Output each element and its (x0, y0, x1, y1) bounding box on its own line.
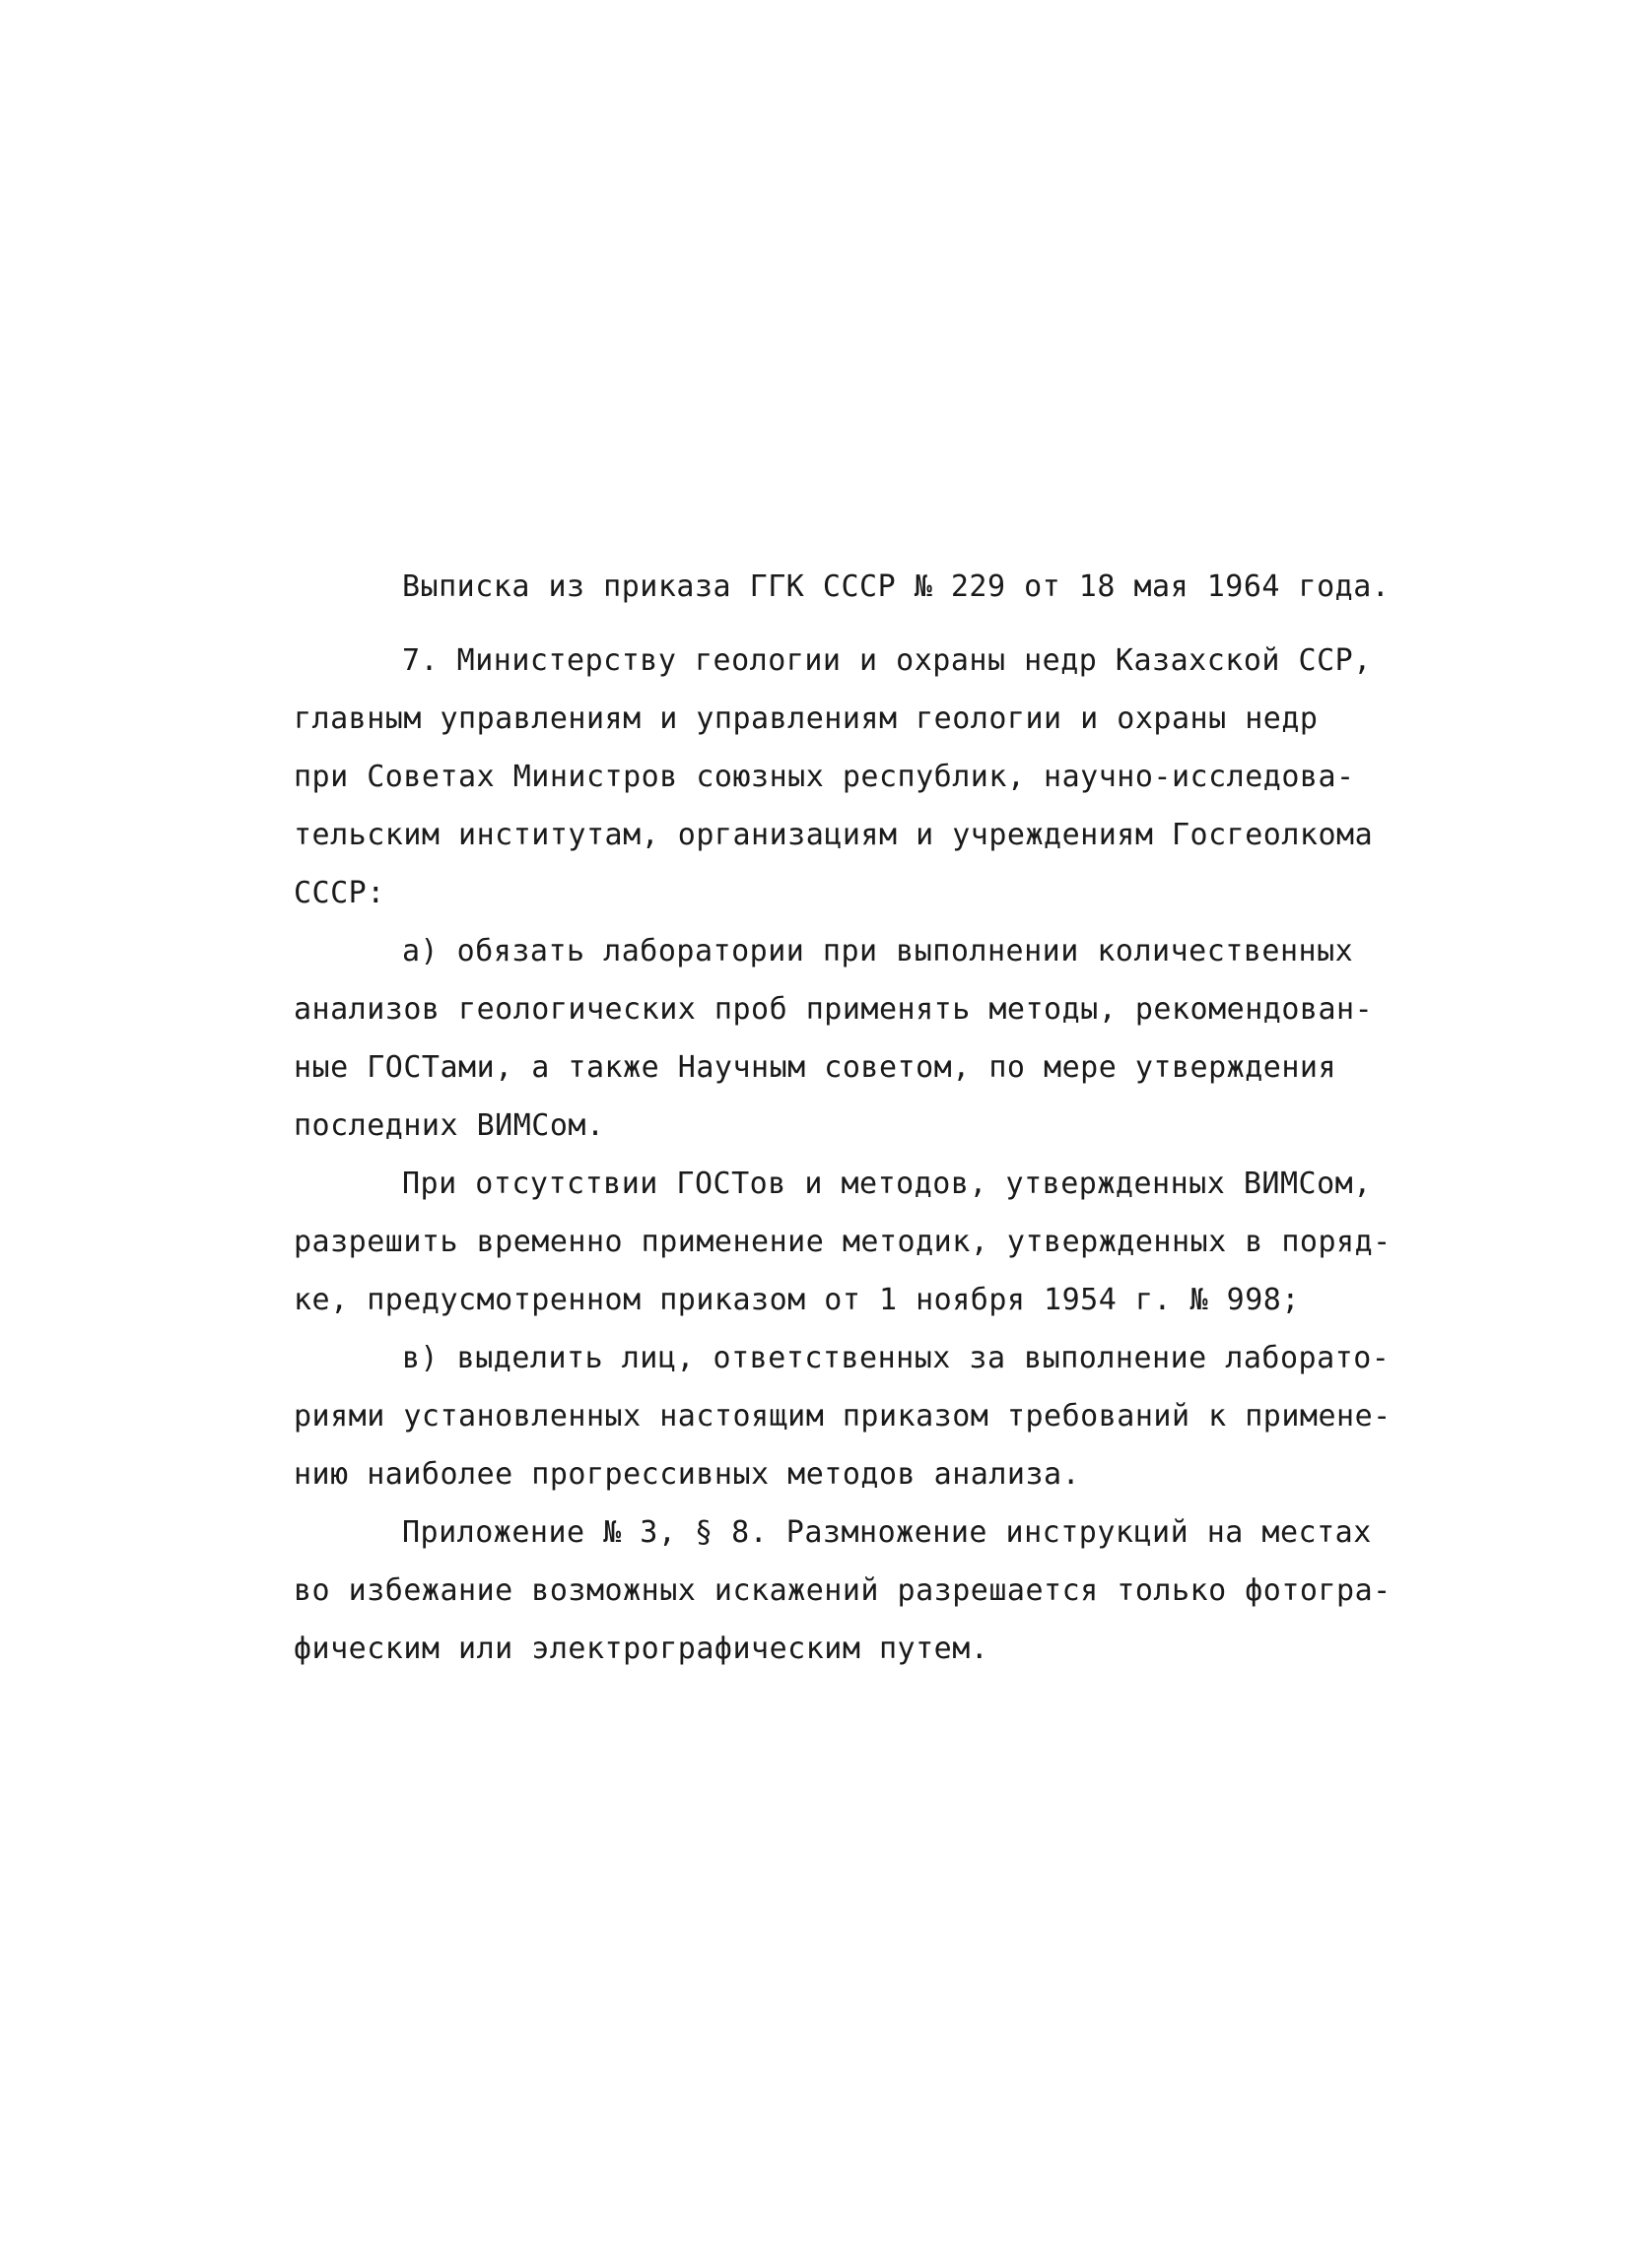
paragraph-7-line: главным управлениям и управлениям геологии и охраны недр (294, 701, 1319, 736)
paragraph-7-line: 7. Министерству геологии и охраны недр Казахской ССР, (402, 643, 1372, 678)
item-a-line: а) обязать лаборатории при выполнении количественных (402, 934, 1354, 968)
appendix-line: во избежание возможных искажений разрешается только фотогра- (294, 1573, 1392, 1608)
appendix-line: Приложение № 3, § 8. Размножение инструкций на местах (402, 1515, 1372, 1550)
item-a-line: последних ВИМСом. (294, 1108, 605, 1143)
item-v-line: в) выделить лиц, ответственных за выполнение лаборато- (402, 1341, 1391, 1375)
absence-clause-line: разрешить временно применение методик, утвержденных в поряд- (294, 1225, 1392, 1259)
item-v-line: риями установленных настоящим приказом требований к примене- (294, 1399, 1392, 1434)
paragraph-7-line: СССР: (294, 876, 385, 910)
appendix-line: фическим или электрографическим путем. (294, 1632, 989, 1666)
item-a-line: ные ГОСТами, а также Научным советом, по мере утверждения (294, 1050, 1337, 1085)
document-heading: Выписка из приказа ГГК СССР № 229 от 18 мая 1964 года. (402, 569, 1391, 604)
absence-clause-line: ке, предусмотренном приказом от 1 ноября 1954 г. № 998; (294, 1283, 1300, 1317)
paragraph-7-line: тельским институтам, организациям и учреждениям Госгеолкома (294, 818, 1374, 852)
absence-clause-line: При отсутствии ГОСТов и методов, утвержденных ВИМСом, (402, 1167, 1372, 1201)
paragraph-7-line: при Советах Министров союзных республик, научно-исследова- (294, 760, 1355, 794)
item-a-line: анализов геологических проб применять методы, рекомендован- (294, 992, 1374, 1027)
item-v-line: нию наиболее прогрессивных методов анализа. (294, 1457, 1081, 1492)
